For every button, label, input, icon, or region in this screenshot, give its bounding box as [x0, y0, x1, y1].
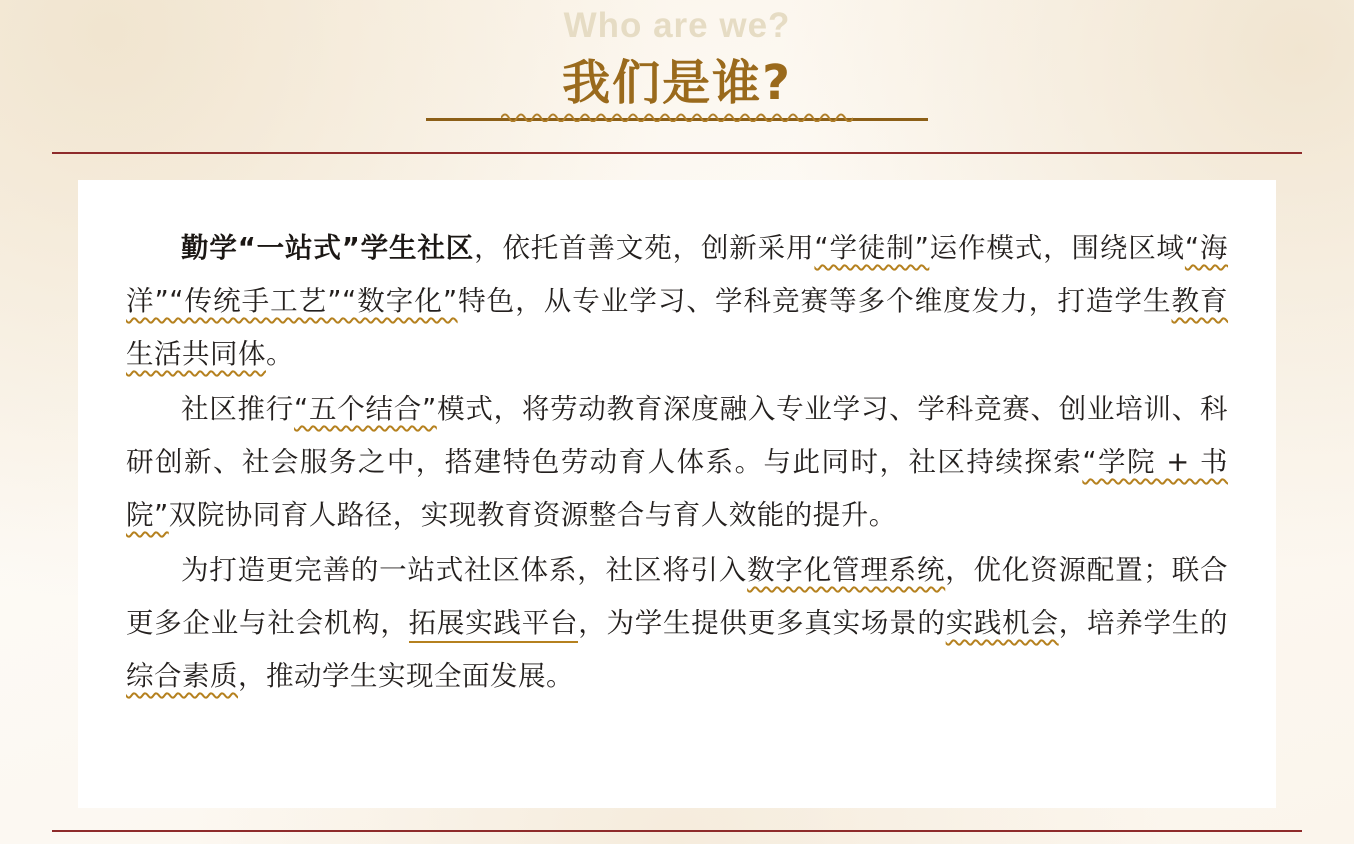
paragraph-3-run-6: ，培养学生的 — [1058, 607, 1229, 639]
page-header — [0, 0, 1354, 150]
paragraph-3-run-3: 拓展实践平台 — [409, 607, 579, 643]
paragraph-2-run-4: 双院协同育人路径，实现教育资源整合与育人效能的提升。 — [168, 499, 897, 531]
paragraph-2 — [126, 383, 1228, 542]
paragraph-1-run-3: 运作模式，围绕区域 — [929, 232, 1185, 264]
paragraph-1-run-0: 勤学“一站式”学生社区 — [181, 232, 475, 264]
paragraph-2-run-0: 社区推行 — [181, 393, 295, 425]
paragraph-1-run-1: ，依托首善文苑，创新采用 — [474, 232, 815, 264]
paragraph-3-run-1: 数字化管理系统 — [747, 554, 946, 586]
paragraph-3 — [126, 544, 1228, 703]
paragraph-3-run-8: ，推动学生实现全面发展。 — [238, 660, 574, 692]
paragraph-1-run-5: 特色，从专业学习、学科竞赛等多个维度发力，打造学生 — [457, 285, 1172, 317]
paragraph-3-run-7: 综合素质 — [126, 660, 238, 692]
paragraph-3-run-4: ，为学生提供更多真实场景的 — [578, 607, 946, 639]
paragraph-2-run-1: “五个结合” — [294, 393, 437, 425]
content-card-inner — [78, 180, 1276, 808]
paragraph-3-run-0: 为打造更完善的一站式社区体系，社区将引入 — [181, 554, 748, 586]
paragraph-1-run-6: 教育生活共同体 — [126, 285, 1229, 370]
title-english: Who are we? — [563, 6, 791, 45]
paragraph-1-run-7: 。 — [266, 338, 294, 370]
paragraph-2-run-2: 模式，将劳动教育深度融入专业学习、学科竞赛、创业培训、科研创新、社会服务之中，搭建特色劳动育人体系。与此同时，社区持续探索 — [126, 393, 1228, 478]
content-card — [52, 152, 1302, 832]
paragraph-1 — [126, 222, 1228, 381]
paragraph-3-run-5: 实践机会 — [945, 607, 1059, 639]
paragraph-1-run-2: “学徒制” — [814, 232, 930, 264]
paragraph-1-run-4: “海洋”“传统手工艺”“数字化” — [126, 232, 1229, 317]
paragraph-3-run-2: ，优化资源配置；联合更多企业与社会机构， — [126, 554, 1228, 639]
title-squiggle-decoration — [501, 110, 853, 122]
paragraph-2-run-3: “学院 + 书院” — [126, 446, 1228, 531]
page-title: 我们是谁? — [562, 55, 792, 111]
